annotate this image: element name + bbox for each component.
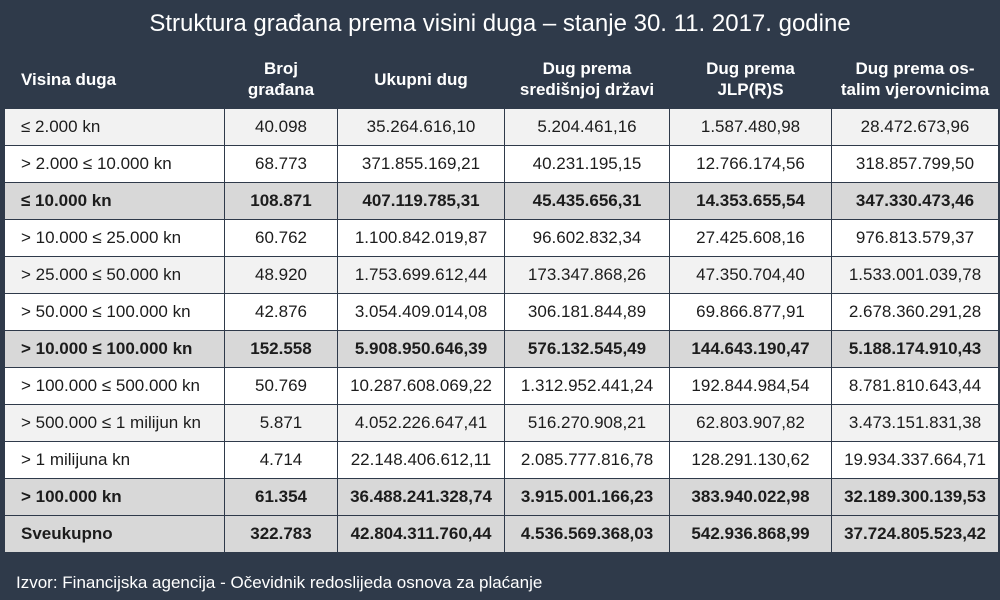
table-cell: 19.934.337.664,71 (832, 442, 999, 479)
table-cell: 2.678.360.291,28 (832, 294, 999, 331)
table-cell: 62.803.907,82 (670, 405, 832, 442)
column-header-line: građana (247, 80, 315, 99)
table-cell: 173.347.868,26 (505, 257, 670, 294)
table-cell: 383.940.022,98 (670, 479, 832, 516)
table-cell: 3.473.151.831,38 (832, 405, 999, 442)
table-row (5, 146, 999, 183)
table-cell: 322.783 (225, 516, 338, 553)
table-cell: 40.231.195,15 (505, 146, 670, 183)
table-cell: 12.766.174,56 (670, 146, 832, 183)
subtotal-row (5, 183, 999, 220)
column-header (225, 50, 338, 109)
column-header-line: središnjoj državi (519, 80, 655, 99)
table-cell: 108.871 (225, 183, 338, 220)
row-label: > 10.000 ≤ 100.000 kn (5, 331, 225, 368)
table-cell: 318.857.799,50 (832, 146, 999, 183)
table-cell: 22.148.406.612,11 (338, 442, 505, 479)
table-cell: 128.291.130,62 (670, 442, 832, 479)
column-header-line: Dug prema (542, 59, 632, 78)
row-label: > 2.000 ≤ 10.000 kn (5, 146, 225, 183)
row-label: ≤ 10.000 kn (5, 183, 225, 220)
row-label: > 500.000 ≤ 1 milijun kn (5, 405, 225, 442)
debt-structure-table (4, 49, 999, 553)
table-row (5, 257, 999, 294)
table-cell: 4.536.569.368,03 (505, 516, 670, 553)
table-cell: 192.844.984,54 (670, 368, 832, 405)
table-body (5, 109, 999, 553)
column-header (832, 50, 999, 109)
subtotal-row (5, 479, 999, 516)
table-row (5, 442, 999, 479)
table-cell: 8.781.810.643,44 (832, 368, 999, 405)
table-cell: 37.724.805.523,42 (832, 516, 999, 553)
column-header-line: Ukupni dug (374, 69, 468, 89)
table-cell: 4.052.226.647,41 (338, 405, 505, 442)
table-row (5, 405, 999, 442)
table-cell: 976.813.579,37 (832, 220, 999, 257)
table-cell: 407.119.785,31 (338, 183, 505, 220)
table-title: Struktura građana prema visini duga – stanje 30. 11. 2017. godine (0, 0, 1000, 48)
table-row (5, 294, 999, 331)
row-label: ≤ 2.000 kn (5, 109, 225, 146)
table-cell: 4.714 (225, 442, 338, 479)
table-cell: 40.098 (225, 109, 338, 146)
table-row (5, 109, 999, 146)
table-cell: 371.855.169,21 (338, 146, 505, 183)
table-row (5, 220, 999, 257)
table-cell: 5.908.950.646,39 (338, 331, 505, 368)
table-cell: 14.353.655,54 (670, 183, 832, 220)
table-cell: 152.558 (225, 331, 338, 368)
table-cell: 5.871 (225, 405, 338, 442)
table-cell: 45.435.656,31 (505, 183, 670, 220)
table-cell: 47.350.704,40 (670, 257, 832, 294)
table-row (5, 368, 999, 405)
table-cell: 35.264.616,10 (338, 109, 505, 146)
subtotal-row (5, 331, 999, 368)
row-label: > 100.000 ≤ 500.000 kn (5, 368, 225, 405)
column-header (670, 50, 832, 109)
table-cell: 542.936.868,99 (670, 516, 832, 553)
table-cell: 3.054.409.014,08 (338, 294, 505, 331)
table-cell: 60.762 (225, 220, 338, 257)
table-cell: 69.866.877,91 (670, 294, 832, 331)
table-cell: 1.533.001.039,78 (832, 257, 999, 294)
table-cell: 27.425.608,16 (670, 220, 832, 257)
table-cell: 306.181.844,89 (505, 294, 670, 331)
table-cell: 42.804.311.760,44 (338, 516, 505, 553)
row-label: > 50.000 ≤ 100.000 kn (5, 294, 225, 331)
table-cell: 28.472.673,96 (832, 109, 999, 146)
table-cell: 48.920 (225, 257, 338, 294)
table-cell: 5.188.174.910,43 (832, 331, 999, 368)
row-label: > 1 milijuna kn (5, 442, 225, 479)
table-cell: 3.915.001.166,23 (505, 479, 670, 516)
table-cell: 144.643.190,47 (670, 331, 832, 368)
table-cell: 1.753.699.612,44 (338, 257, 505, 294)
source-note: Izvor: Financijska agencija - Očevidnik redoslijeda osnova za plaćanje (0, 567, 1000, 600)
table-cell: 10.287.608.069,22 (338, 368, 505, 405)
table-cell: 516.270.908,21 (505, 405, 670, 442)
table-cell: 1.100.842.019,87 (338, 220, 505, 257)
row-label: > 25.000 ≤ 50.000 kn (5, 257, 225, 294)
column-header-line: Dug prema (706, 59, 795, 78)
table-cell: 576.132.545,49 (505, 331, 670, 368)
table-cell: 61.354 (225, 479, 338, 516)
header-row (5, 50, 999, 109)
table-cell: 1.312.952.441,24 (505, 368, 670, 405)
column-header (5, 50, 225, 109)
column-header-line: talim vjerovnicima (840, 80, 990, 99)
table-cell: 1.587.480,98 (670, 109, 832, 146)
column-header-line: Broj (264, 59, 298, 78)
table-cell: 2.085.777.816,78 (505, 442, 670, 479)
table-cell: 68.773 (225, 146, 338, 183)
total-row (5, 516, 999, 553)
column-header-line: JLP(R)S (717, 80, 784, 99)
column-header-line: Visina duga (21, 69, 117, 89)
table-cell: 347.330.473,46 (832, 183, 999, 220)
table-cell: 5.204.461,16 (505, 109, 670, 146)
table-cell: 42.876 (225, 294, 338, 331)
table-cell: 50.769 (225, 368, 338, 405)
column-header-line: Dug prema os- (855, 59, 975, 78)
row-label: > 10.000 ≤ 25.000 kn (5, 220, 225, 257)
row-label: > 100.000 kn (5, 479, 225, 516)
table-cell: 96.602.832,34 (505, 220, 670, 257)
column-header (338, 50, 505, 109)
row-label: Sveukupno (5, 516, 225, 553)
table-cell: 32.189.300.139,53 (832, 479, 999, 516)
column-header (505, 50, 670, 109)
table-cell: 36.488.241.328,74 (338, 479, 505, 516)
